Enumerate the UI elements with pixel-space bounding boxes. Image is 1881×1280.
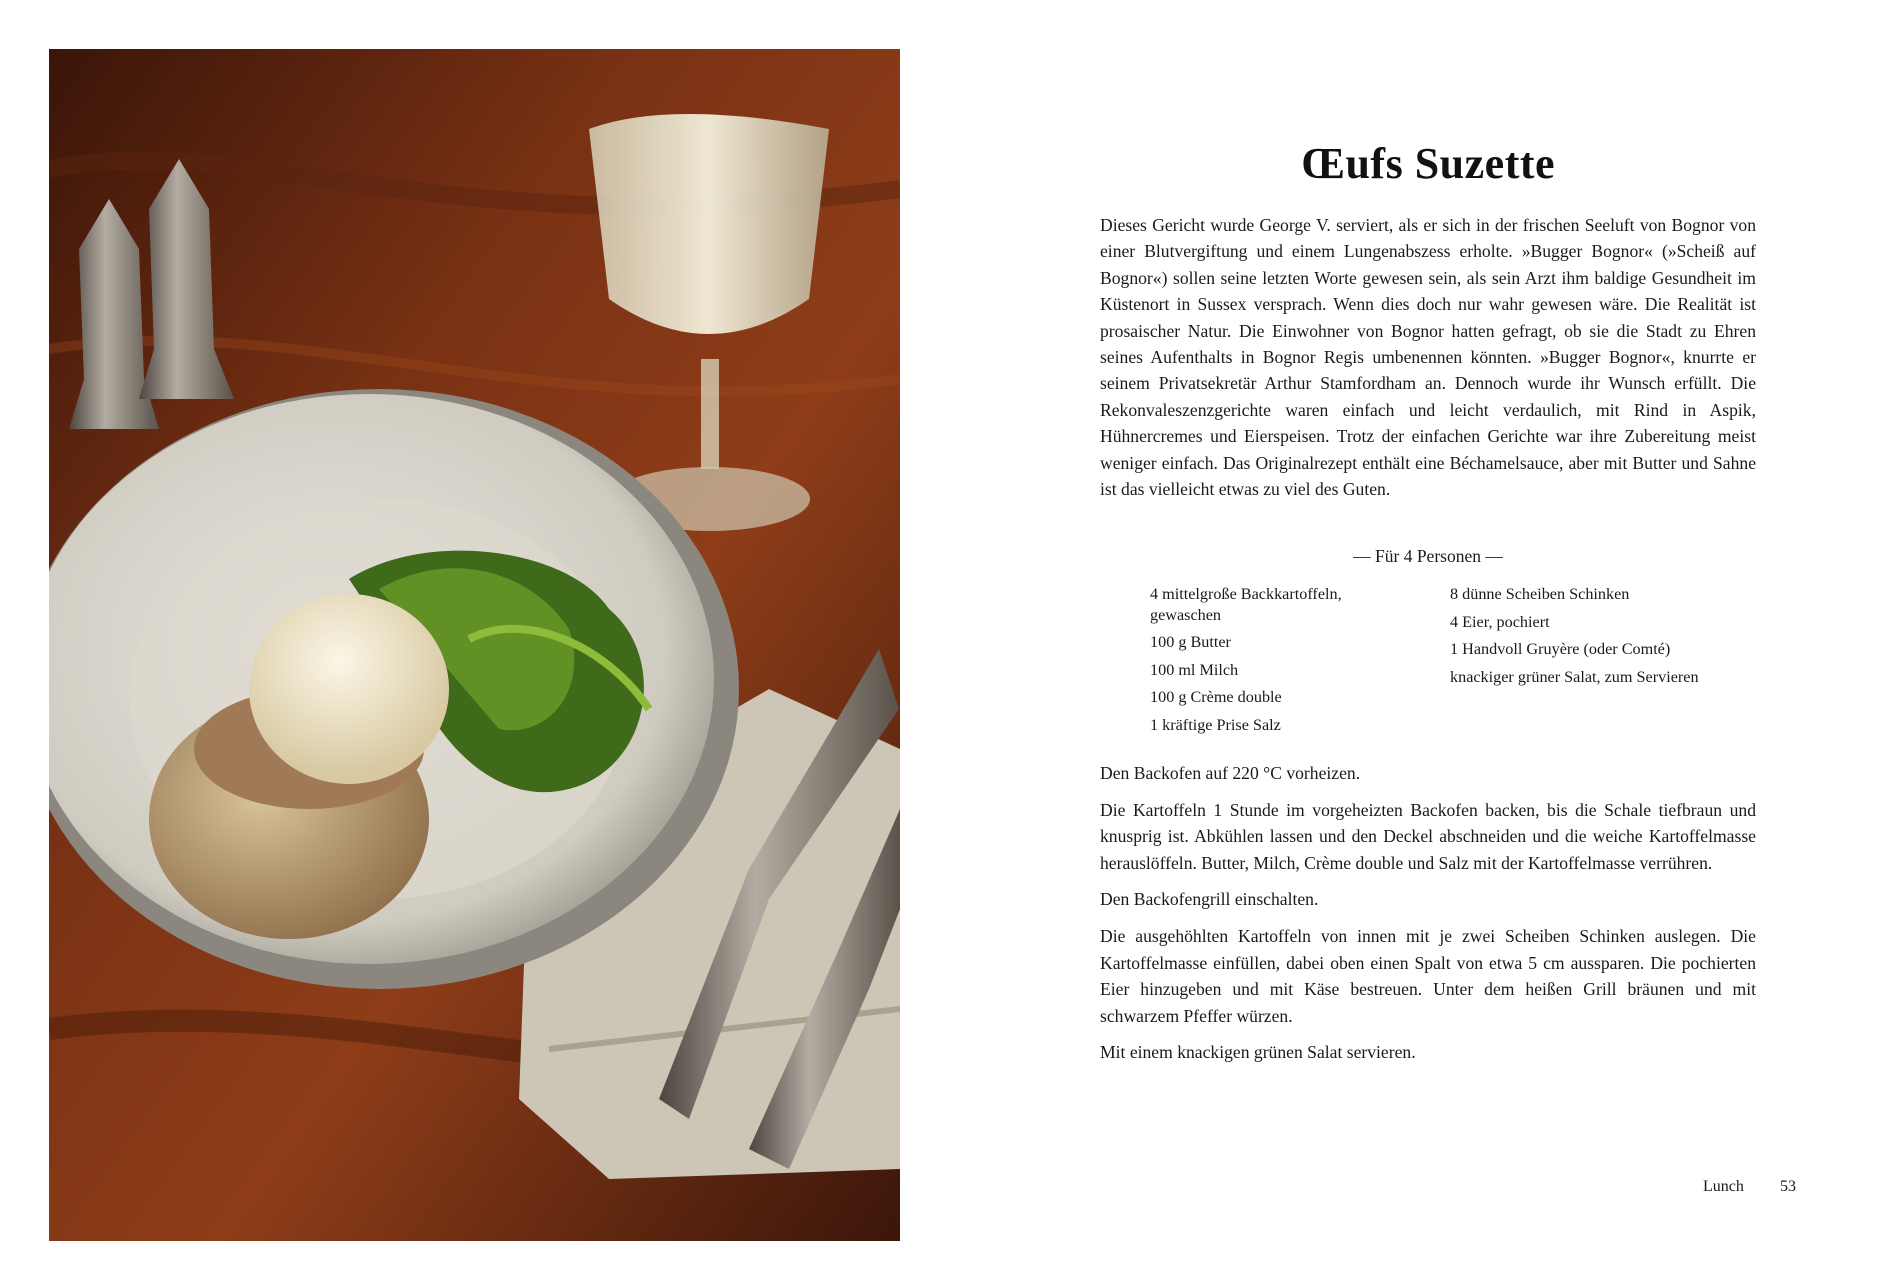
step-paragraph: Die ausgehöhlten Kartoffeln von innen mit je zwei Scheiben Schinken auslegen. Die Kartoffelmasse einfüllen, dabei oben einen Spalt von etwa 5 cm aussparen. Die pochierten Eier hinzugeben und mit Käse bestreuen. Unter dem heißen Grill bräunen und mit schwarzem Pfeffer würzen. bbox=[1100, 925, 1756, 1026]
recipe-title: Œufs Suzette bbox=[1300, 139, 1556, 188]
servings-line: — Für 4 Personen — bbox=[1353, 546, 1503, 566]
food-photo bbox=[49, 49, 900, 1241]
step-paragraph: Die Kartoffeln 1 Stunde im vorgeheizten Backofen backen, bis die Schale tiefbraun und knusprig ist. Abkühlen lassen und den Deckel abschneiden und die weiche Kartoffelmasse herauslöffeln. Butter, Milch, Crème double und Salz mit der Kartoffelmasse verrühren. bbox=[1100, 799, 1756, 873]
recipe-intro: Dieses Gericht wurde George V. serviert, als er sich in der frischen Seeluft von Bognor von einer Blutvergiftung und einem Lungenabszess erholte. »Bugger Bognor« (»Scheiß auf Bognor«) sollen seine letzten Worte gewesen sein, als sein Arzt ihm baldige Gesundheit im Küstenort in Sussex versprach. Wenn dies doch nur wahr gewesen wäre. Die Realität ist prosaischer Natur. Die Einwohner von Bognor hatten gefragt, ob sie die Stadt zu Ehren seines Aufenthalts in Bognor Regis umbenennen könnten. »Bugger Bognor«, knurrte er seinem Privatsekretär Arthur Stamfordham an. Dennoch wurde ihr Wunsch erfüllt. Die Rekonvaleszenzgerichte waren einfach und leicht verdaulich, mit Rind in Aspik, Hühnercremes und Eierspeisen. Trotz der einfachen Gerichte war ihre Zubereitung meist weniger einfach. Das Originalrezept enthält eine Béchamelsauce, aber mit Butter und Sahne ist das vielleicht etwas zu viel des Guten. bbox=[1100, 215, 1756, 500]
step-paragraph: Mit einem knackigen grünen Salat servieren. bbox=[1100, 1042, 1416, 1063]
step-paragraph: Den Backofen auf 220 °C vorheizen. bbox=[1100, 763, 1361, 783]
food-photo-icon bbox=[49, 49, 900, 1241]
ingredient-item: 1 kräftige Prise Salz bbox=[1150, 715, 1281, 734]
ingredient-item: 100 g Butter bbox=[1150, 633, 1231, 651]
step-paragraph: Den Backofengrill einschalten. bbox=[1100, 889, 1319, 910]
page-number: 53 bbox=[1780, 1178, 1796, 1195]
ingredient-item: 4 Eier, pochiert bbox=[1450, 612, 1550, 631]
ingredient-item: knackiger grüner Salat, zum Servieren bbox=[1450, 667, 1699, 686]
ingredient-item: 100 ml Milch bbox=[1150, 660, 1239, 679]
ingredients-left bbox=[1150, 584, 1390, 742]
ingredients-right bbox=[1450, 584, 1730, 694]
ingredient-item: 1 Handvoll Gruyère (oder Comté) bbox=[1450, 640, 1671, 658]
ingredient-item: 8 dünne Scheiben Schinken bbox=[1450, 585, 1630, 603]
ingredient-item: 100 g Crème double bbox=[1150, 688, 1282, 706]
recipe-steps bbox=[1100, 760, 1756, 1076]
ingredient-item: 4 mittelgroße Backkartoffeln, gewaschen bbox=[1150, 585, 1342, 624]
recipe-page bbox=[1100, 0, 1756, 1280]
section-label: Lunch bbox=[1703, 1178, 1744, 1195]
